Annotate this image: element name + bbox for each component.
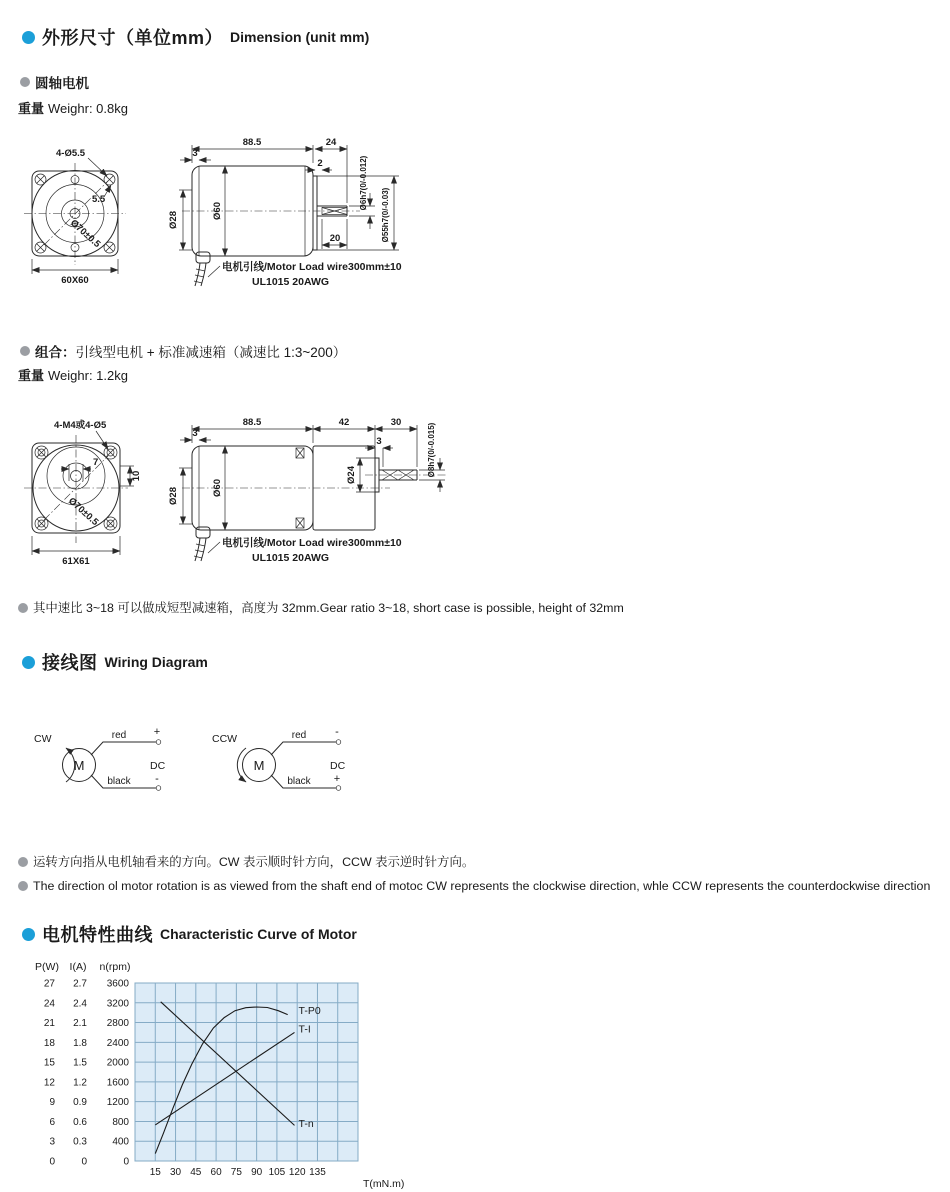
motor2-side-view [168, 417, 448, 564]
dc-label: DC [330, 760, 346, 772]
axis-tick: 2800 [106, 1018, 129, 1030]
blue-bullet-icon [22, 31, 35, 44]
motor-lead-wire [194, 252, 210, 286]
curve-label: T-P0 [298, 1004, 321, 1017]
dim-hub-w: 7 [93, 457, 99, 468]
polarity-minus: - [155, 773, 159, 785]
axis-tick: 800 [112, 1116, 129, 1128]
section-title-en: Characteristic Curve of Motor [160, 926, 357, 942]
x-tick: 45 [190, 1167, 202, 1178]
rotation-note-zh-text: 运转方向指从电机轴看来的方向。CW 表示顺时针方向，CCW 表示逆时针方向。 [33, 855, 475, 869]
axis-tick: 0 [49, 1156, 55, 1168]
dim-rear-dia: Ø28 [168, 211, 179, 229]
motor2-front-view [24, 419, 142, 567]
axis-header: P(W) [35, 961, 59, 973]
axis-tick: 24 [43, 998, 55, 1010]
red-wire-label: red [291, 730, 307, 741]
axis-tick: 2000 [106, 1057, 129, 1069]
axis-tick: 0 [123, 1156, 129, 1168]
dim-pilot-dia: Ø55h7(0/-0.03) [381, 187, 390, 243]
ccw-circuit [212, 726, 346, 790]
axis-tick: 21 [43, 1018, 55, 1030]
dim-body-len: 88.5 [242, 417, 262, 428]
axis-tick: 3200 [106, 998, 129, 1010]
dim-shaft-len: 30 [390, 417, 402, 428]
motor-symbol: M [253, 758, 265, 773]
x-tick: 135 [309, 1167, 326, 1178]
weight-en: Weighr: 1.2kg [48, 368, 128, 383]
characteristic-curve-chart [25, 956, 455, 1192]
dim-body-dia: Ø60 [212, 202, 223, 220]
motor1-dimension-drawing [20, 123, 460, 313]
polarity-plus: + [333, 773, 341, 785]
section-wiring-header [22, 649, 208, 675]
axis-tick: 2400 [106, 1037, 129, 1049]
axis-header: n(rpm) [99, 961, 131, 973]
axis-header: I(A) [69, 961, 87, 973]
axis-tick: 400 [112, 1136, 129, 1148]
red-wire-label: red [111, 730, 127, 741]
wire-note: 电机引线/Motor Load wire300mm±10 [222, 261, 402, 273]
dim-rear-step: 3 [192, 428, 198, 439]
section-title-zh: 接线图 [42, 653, 98, 673]
wire-note: 电机引线/Motor Load wire300mm±10 [222, 537, 402, 549]
cw-label: CW [34, 733, 52, 745]
dim-shaft-len: 24 [325, 137, 337, 148]
x-tick: 15 [149, 1167, 161, 1178]
gray-bullet-icon [18, 603, 28, 613]
dim-shaft-dia: Ø8h7(0/-0.015) [427, 422, 436, 478]
gray-bullet-icon [20, 77, 30, 87]
section-title-en: Wiring Diagram [104, 654, 208, 670]
motor-lead-wire [194, 527, 210, 561]
dim-hub-h: 10 [131, 470, 142, 482]
weight-en: Weighr: 0.8kg [48, 101, 128, 116]
motor-symbol: M [73, 758, 85, 773]
motor2-weight [18, 365, 128, 384]
dim-gear-len: 42 [338, 417, 350, 428]
gear-ratio-note [18, 601, 878, 616]
dim-rear-dia: Ø28 [168, 487, 179, 505]
section-title-zh: 电机特性曲线 [42, 925, 153, 945]
axis-tick: 1.2 [73, 1077, 87, 1089]
motor2-label-bold: 组合： [35, 345, 76, 360]
axis-tick: 6 [49, 1116, 55, 1128]
black-wire-label: black [287, 776, 311, 787]
x-tick: 60 [210, 1167, 222, 1178]
dim-bolt-circle: Ø70±0.5 [65, 495, 101, 529]
polarity-plus: + [153, 726, 161, 738]
black-wire-label: black [107, 776, 131, 787]
dim-body-dia: Ø60 [212, 479, 223, 497]
x-tick: 75 [230, 1167, 242, 1178]
dim-offset: 5.5 [92, 194, 106, 205]
dim-flat-len: 20 [329, 233, 341, 244]
dim-boss-len: 3 [376, 436, 382, 447]
weight-zh: 重量 [18, 368, 45, 383]
axis-tick: 0 [81, 1156, 87, 1168]
gray-bullet-icon [18, 881, 28, 891]
motor2-label-row [20, 341, 346, 361]
rotation-note-en-text: The direction ol motor rotation is as viewed from the shaft end of motoc CW represents the clockwise direction, whle CCW represents the counterdockwise direction [33, 879, 931, 893]
axis-tick: 1.5 [73, 1057, 87, 1069]
dc-label: DC [150, 760, 166, 772]
blue-bullet-icon [22, 928, 35, 941]
x-axis-label: T(mN.m) [363, 1178, 405, 1190]
axis-tick: 12 [43, 1077, 55, 1089]
weight-zh: 重量 [18, 101, 45, 116]
ccw-label: CCW [212, 733, 238, 745]
motor1-front-view [24, 148, 126, 286]
motor1-side-view [168, 137, 402, 288]
axis-tick: 1600 [106, 1077, 129, 1089]
dim-body-len: 88.5 [242, 137, 262, 148]
motor2-dimension-drawing [20, 403, 460, 588]
x-tick: 90 [251, 1167, 263, 1178]
axis-tick: 3600 [106, 978, 129, 990]
axis-tick: 2.7 [73, 978, 87, 990]
axis-tick: 3 [49, 1136, 55, 1148]
axis-tick: 0.3 [73, 1136, 87, 1148]
x-tick: 30 [169, 1167, 182, 1178]
axis-tick: 27 [43, 978, 55, 990]
dim-rear-step: 3 [192, 148, 198, 159]
motor1-label: 圆轴电机 [35, 76, 89, 91]
wire-spec: UL1015 20AWG [252, 552, 330, 564]
axis-tick: 1200 [106, 1097, 129, 1109]
dim-bolt-circle: Ø70±0.5 [67, 217, 103, 251]
dim-frame: 60X60 [61, 275, 89, 286]
dim-holes: 4-Ø5.5 [56, 148, 86, 159]
gray-bullet-icon [20, 346, 30, 356]
axis-tick: 9 [49, 1097, 55, 1109]
section-curve-header [22, 921, 357, 947]
wire-spec: UL1015 20AWG [252, 276, 330, 288]
catalog-page [0, 18, 950, 1192]
dim-boss-dia: Ø24 [346, 466, 357, 484]
axis-tick: 1.8 [73, 1037, 87, 1049]
dim-frame: 61X61 [62, 556, 90, 567]
polarity-minus: - [335, 726, 339, 738]
axis-tick: 18 [43, 1037, 55, 1049]
dim-shaft-step: 2 [317, 158, 323, 169]
ccw-rotation-arrow-icon [237, 748, 246, 782]
blue-bullet-icon [22, 656, 35, 669]
motor1-weight [18, 98, 128, 117]
x-tick: 105 [268, 1167, 286, 1178]
dim-shaft-dia: Ø6h7(0/-0.012) [359, 155, 368, 211]
section-dimension-header [22, 24, 369, 50]
axis-tick: 0.9 [73, 1097, 87, 1109]
x-tick: 120 [288, 1167, 306, 1178]
curve-label: T-I [298, 1023, 311, 1036]
axis-tick: 2.1 [73, 1018, 87, 1030]
motor2-label-rest: 引线型电机 + 标准减速箱（减速比 1:3~200） [75, 345, 347, 360]
curve-label: T-n [298, 1117, 314, 1130]
axis-tick: 2.4 [73, 998, 87, 1010]
axis-tick: 0.6 [73, 1116, 87, 1128]
dim-holes: 4-M4或4-Ø5 [54, 420, 107, 431]
cw-circuit [34, 726, 166, 790]
motor1-label-row [20, 72, 89, 92]
wiring-diagram [20, 718, 400, 818]
axis-tick: 15 [43, 1057, 55, 1069]
section-title-zh: 外形尺寸（单位mm） [42, 28, 224, 48]
gray-bullet-icon [18, 857, 28, 867]
section-title-en: Dimension (unit mm) [230, 29, 370, 45]
gear-ratio-note-text: 其中速比 3~18 可以做成短型减速箱，高度为 32mm.Gear ratio 3~18, short case is possible, height of 32mm [33, 601, 624, 615]
rotation-note-en [18, 879, 938, 894]
rotation-note-zh [18, 855, 918, 870]
